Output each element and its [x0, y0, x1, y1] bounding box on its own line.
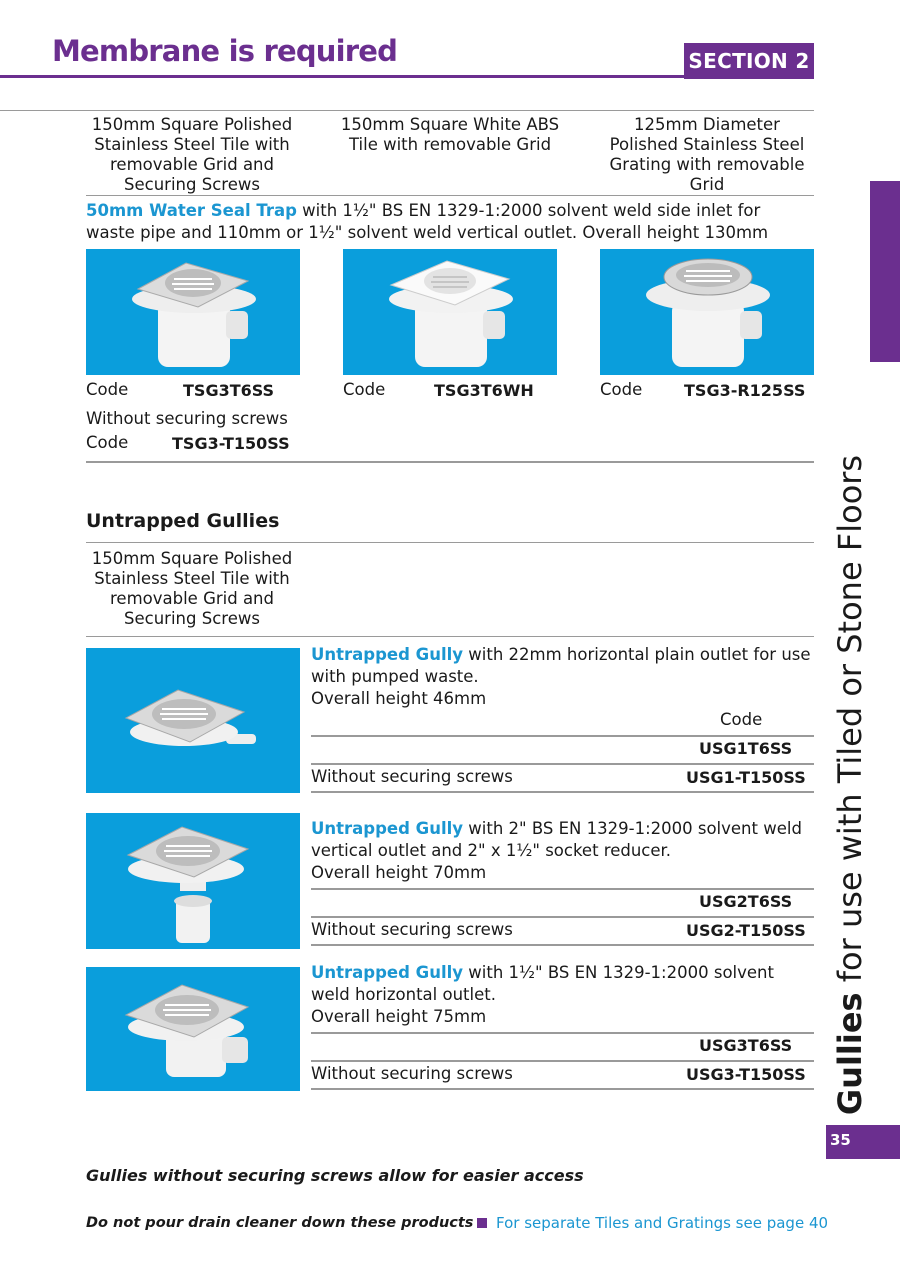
divider: [311, 763, 814, 765]
divider: [311, 791, 814, 793]
product-desc-text: with 1½" BS EN 1329-1:2000 solvent weld horizontal outlet.: [311, 963, 774, 1004]
divider: [311, 944, 814, 946]
product-desc-text: with 2" BS EN 1329-1:2000 solvent weld vertical outlet and 2" x 1½" socket reducer.: [311, 819, 802, 860]
product-photo-usg2: [86, 813, 300, 949]
divider: [86, 461, 814, 463]
product-title: Untrapped Gully: [311, 645, 464, 664]
code-label: Code: [600, 380, 643, 399]
divider: [86, 195, 814, 196]
product-code: USG3-T150SS: [686, 1065, 806, 1084]
divider: [311, 888, 814, 890]
product-photo-tsg3-r125ss: [600, 249, 814, 375]
code-column-header: Code: [720, 710, 763, 729]
product-photo-usg3: [86, 967, 300, 1091]
sidebar-title-bold: Gullies: [831, 992, 869, 1116]
code-label: Code: [343, 380, 386, 399]
divider: [311, 1032, 814, 1034]
without-screws-label: Without securing screws: [311, 767, 513, 786]
product-code: TSG3T6SS: [183, 381, 275, 400]
without-screws-label: Without securing screws: [311, 1064, 513, 1083]
code-label: Code: [86, 433, 129, 452]
divider: [311, 735, 814, 737]
product-height: Overall height 70mm: [311, 863, 487, 882]
divider: [86, 542, 814, 543]
product-title: Untrapped Gully: [311, 963, 464, 982]
divider: [311, 1060, 814, 1062]
product-code: TSG3-R125SS: [684, 381, 806, 400]
tile-caption-1: 150mm Square Polished Stainless Steel Tile with removable Grid and Securing Screws: [91, 115, 293, 194]
without-screws-label: Without securing screws: [311, 920, 513, 939]
header-rule: [0, 75, 684, 78]
product-description: [311, 818, 811, 884]
product-description: [311, 644, 811, 710]
divider: [0, 110, 814, 111]
footer-note-drain-cleaner: Do not pour drain cleaner down these products: [86, 1215, 474, 1231]
section-heading: Untrapped Gullies: [86, 510, 280, 532]
divider: [311, 916, 814, 918]
product-photo-usg1: [86, 648, 300, 793]
product-title: Untrapped Gully: [311, 819, 464, 838]
tile-caption-3: 125mm Diameter Polished Stainless Steel Grating with removable Grid: [609, 115, 805, 194]
sidebar-vertical-title: [820, 454, 880, 1116]
page-number: 35: [826, 1125, 900, 1159]
without-screws-label: Without securing screws: [86, 409, 288, 428]
divider: [86, 636, 814, 637]
product-code: TSG3-T150SS: [172, 434, 290, 453]
product-code: USG2-T150SS: [686, 921, 806, 940]
tile-caption-2: 150mm Square White ABS Tile with removable Grid: [340, 115, 560, 154]
trap-description: [86, 200, 814, 244]
code-label: Code: [86, 380, 129, 399]
see-page-link[interactable]: For separate Tiles and Gratings see page 40: [496, 1214, 829, 1232]
product-photo-tsg3t6ss: [86, 249, 300, 375]
section-badge: SECTION 2: [684, 43, 814, 79]
sidebar-title-rest: for use with Tiled or Stone Floors: [831, 454, 869, 993]
footer-note-access: Gullies without securing screws allow for easier access: [86, 1166, 584, 1185]
product-desc-text: with 22mm horizontal plain outlet for use with pumped waste.: [311, 645, 811, 686]
product-code: USG2T6SS: [699, 892, 793, 911]
bullet-square-icon: [477, 1218, 487, 1228]
sidebar-tab: [870, 181, 900, 362]
tile-caption: 150mm Square Polished Stainless Steel Tile with removable Grid and Securing Screws: [91, 549, 293, 628]
page-title: Membrane is required: [52, 34, 398, 68]
product-photo-tsg3t6wh: [343, 249, 557, 375]
product-description: [311, 962, 811, 1028]
trap-title: 50mm Water Seal Trap: [86, 201, 297, 220]
trap-desc-text: with 1½" BS EN 1329-1:2000 solvent weld side inlet for waste pipe and 110mm or 1½" solvent weld vertical outlet. Overall height 130mm: [86, 201, 769, 242]
product-height: Overall height 46mm: [311, 689, 487, 708]
product-code: TSG3T6WH: [434, 381, 534, 400]
product-height: Overall height 75mm: [311, 1007, 487, 1026]
product-code: USG1T6SS: [699, 739, 793, 758]
divider: [311, 1088, 814, 1090]
product-code: USG1-T150SS: [686, 768, 806, 787]
product-code: USG3T6SS: [699, 1036, 793, 1055]
